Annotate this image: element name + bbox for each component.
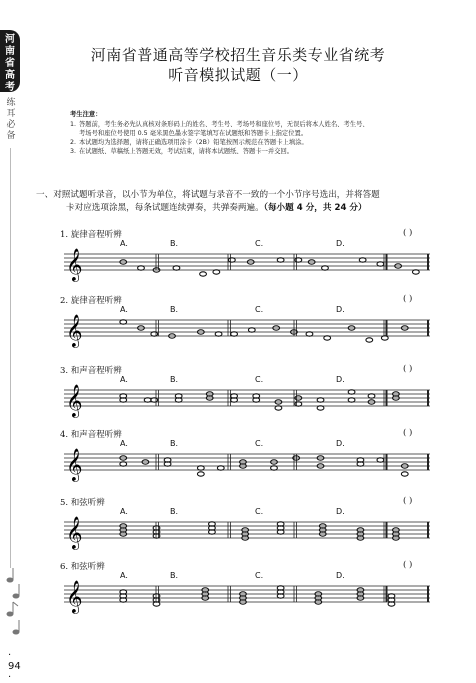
treble-clef-icon: 𝄞 bbox=[66, 580, 83, 613]
note-head bbox=[151, 398, 158, 402]
page-subtitle: 听音模拟试题（一） bbox=[168, 66, 308, 84]
option-letter: B. bbox=[170, 239, 179, 248]
sidebar-tab-text: 河南省高考 bbox=[5, 34, 15, 93]
treble-clef-icon: 𝄞 bbox=[66, 516, 83, 549]
option-letter: C. bbox=[255, 571, 264, 580]
question-block bbox=[50, 228, 450, 298]
note-head bbox=[197, 472, 204, 476]
option-letter: A. bbox=[120, 439, 128, 448]
note-head bbox=[348, 398, 355, 402]
answer-blank: ( ) bbox=[403, 496, 413, 506]
music-staff bbox=[64, 578, 434, 618]
music-staff bbox=[64, 446, 434, 486]
option-letter: B. bbox=[170, 305, 179, 314]
option-letter: B. bbox=[170, 375, 179, 384]
instruction-line2: 卡对应选项涂黑，每条试题连续弹奏，共弹奏两遍。 bbox=[66, 203, 264, 213]
option-letter: D. bbox=[336, 571, 345, 580]
question-label: 1. 旋律音程听辨 bbox=[60, 230, 122, 240]
notice-heading: 考生注意： bbox=[70, 111, 102, 118]
option-letter: D. bbox=[336, 239, 345, 248]
question-label: 5. 和弦听辨 bbox=[60, 498, 105, 508]
option-letter: C. bbox=[255, 439, 264, 448]
note-head bbox=[151, 332, 158, 336]
option-letter: C. bbox=[255, 375, 264, 384]
music-staff bbox=[64, 312, 434, 352]
sidebar bbox=[0, 0, 24, 683]
treble-clef-icon: 𝄞 bbox=[66, 248, 83, 281]
note-head bbox=[381, 336, 388, 340]
note-head bbox=[200, 272, 207, 276]
question-label: 2. 旋律音程听辨 bbox=[60, 296, 122, 306]
section-instruction bbox=[36, 189, 436, 215]
note-head bbox=[348, 390, 355, 394]
question-block bbox=[50, 496, 450, 566]
note-head bbox=[231, 332, 238, 336]
option-letter: A. bbox=[120, 239, 128, 248]
page-number: · 94 · bbox=[8, 650, 21, 683]
question-block bbox=[50, 364, 450, 434]
note-head bbox=[144, 398, 151, 402]
note-head bbox=[366, 338, 373, 342]
sidebar-divider bbox=[10, 148, 11, 568]
option-letter: D. bbox=[336, 439, 345, 448]
note-head bbox=[138, 266, 145, 270]
note-head bbox=[120, 462, 127, 466]
music-staff bbox=[64, 246, 434, 286]
note-head bbox=[271, 466, 278, 470]
question-block bbox=[50, 560, 450, 630]
sidebar-subtitle: 练耳必备 bbox=[6, 98, 16, 141]
question-block bbox=[50, 428, 450, 498]
option-letter: A. bbox=[120, 305, 128, 314]
answer-blank: ( ) bbox=[403, 428, 413, 438]
note-head bbox=[412, 270, 419, 274]
option-letter: A. bbox=[120, 571, 128, 580]
note-head bbox=[197, 466, 204, 470]
answer-blank: ( ) bbox=[403, 364, 413, 374]
treble-clef-icon: 𝄞 bbox=[66, 314, 83, 347]
option-letter: D. bbox=[336, 305, 345, 314]
treble-clef-icon: 𝄞 bbox=[66, 448, 83, 481]
option-letter: C. bbox=[255, 239, 264, 248]
note-head bbox=[248, 328, 255, 332]
note-head bbox=[275, 406, 282, 410]
question-label: 6. 和弦听辨 bbox=[60, 562, 105, 572]
note-head bbox=[324, 336, 331, 340]
exam-notice bbox=[70, 110, 430, 156]
answer-blank: ( ) bbox=[403, 294, 413, 304]
instruction-score: （每小题 4 分，共 24 分） bbox=[263, 203, 367, 213]
note-head bbox=[359, 258, 366, 262]
note-head bbox=[120, 320, 127, 324]
note-head bbox=[228, 258, 235, 262]
question-block bbox=[50, 294, 450, 364]
music-staff bbox=[64, 514, 434, 554]
note-head bbox=[295, 258, 302, 262]
option-letter: A. bbox=[120, 375, 128, 384]
note-head bbox=[213, 270, 220, 274]
question-label: 4. 和声音程听辨 bbox=[60, 430, 122, 440]
option-letter: D. bbox=[336, 375, 345, 384]
notice-item: 3. 在试题纸、草稿纸上答题无效，考试结束，请将本试题纸、答题卡一并交回。 bbox=[70, 148, 294, 155]
page-title: 河南省普通高等学校招生音乐类专业省统考 bbox=[90, 46, 386, 64]
notice-item: 考场号和座位号使用 0.5 毫米黑色墨水签字笔填写在试题纸和答题卡上指定位置。 bbox=[79, 130, 308, 137]
instruction-line1: 一、对照试题听录音，以小节为单位，将试题与录音不一致的一个小节序号选出，并将答题 bbox=[36, 190, 380, 200]
note-head bbox=[306, 332, 313, 336]
notice-item: 2. 本试题均为选择题，请将正确选项用涂卡（2B）铅笔按图示规范在答题卡上填涂。 bbox=[70, 139, 308, 146]
answer-blank: ( ) bbox=[403, 560, 413, 570]
note-head bbox=[401, 472, 408, 476]
note-head bbox=[377, 458, 384, 462]
question-label: 3. 和声音程听辨 bbox=[60, 366, 122, 376]
note-head bbox=[368, 394, 375, 398]
music-staff bbox=[64, 382, 434, 422]
note-head bbox=[377, 262, 384, 266]
notice-item: 1. 答题前，考生务必先认真核对条形码上的姓名、考生号、考场号和座位号，无误后将本人姓名、考生号、 bbox=[70, 121, 369, 128]
option-letter: C. bbox=[255, 305, 264, 314]
note-head bbox=[217, 466, 224, 470]
note-head bbox=[173, 266, 180, 270]
option-letter: B. bbox=[170, 507, 179, 516]
note-head bbox=[317, 398, 324, 402]
note-head bbox=[322, 266, 329, 270]
note-head bbox=[215, 332, 222, 336]
option-letter: C. bbox=[255, 507, 264, 516]
option-letter: B. bbox=[170, 571, 179, 580]
option-letter: A. bbox=[120, 507, 128, 516]
option-letter: D. bbox=[336, 507, 345, 516]
answer-blank: ( ) bbox=[403, 228, 413, 238]
note-head bbox=[295, 402, 302, 406]
option-letter: B. bbox=[170, 439, 179, 448]
music-notes-decoration-icon bbox=[4, 566, 24, 646]
note-head bbox=[277, 258, 284, 262]
treble-clef-icon: 𝄞 bbox=[66, 384, 83, 417]
note-head bbox=[317, 406, 324, 410]
